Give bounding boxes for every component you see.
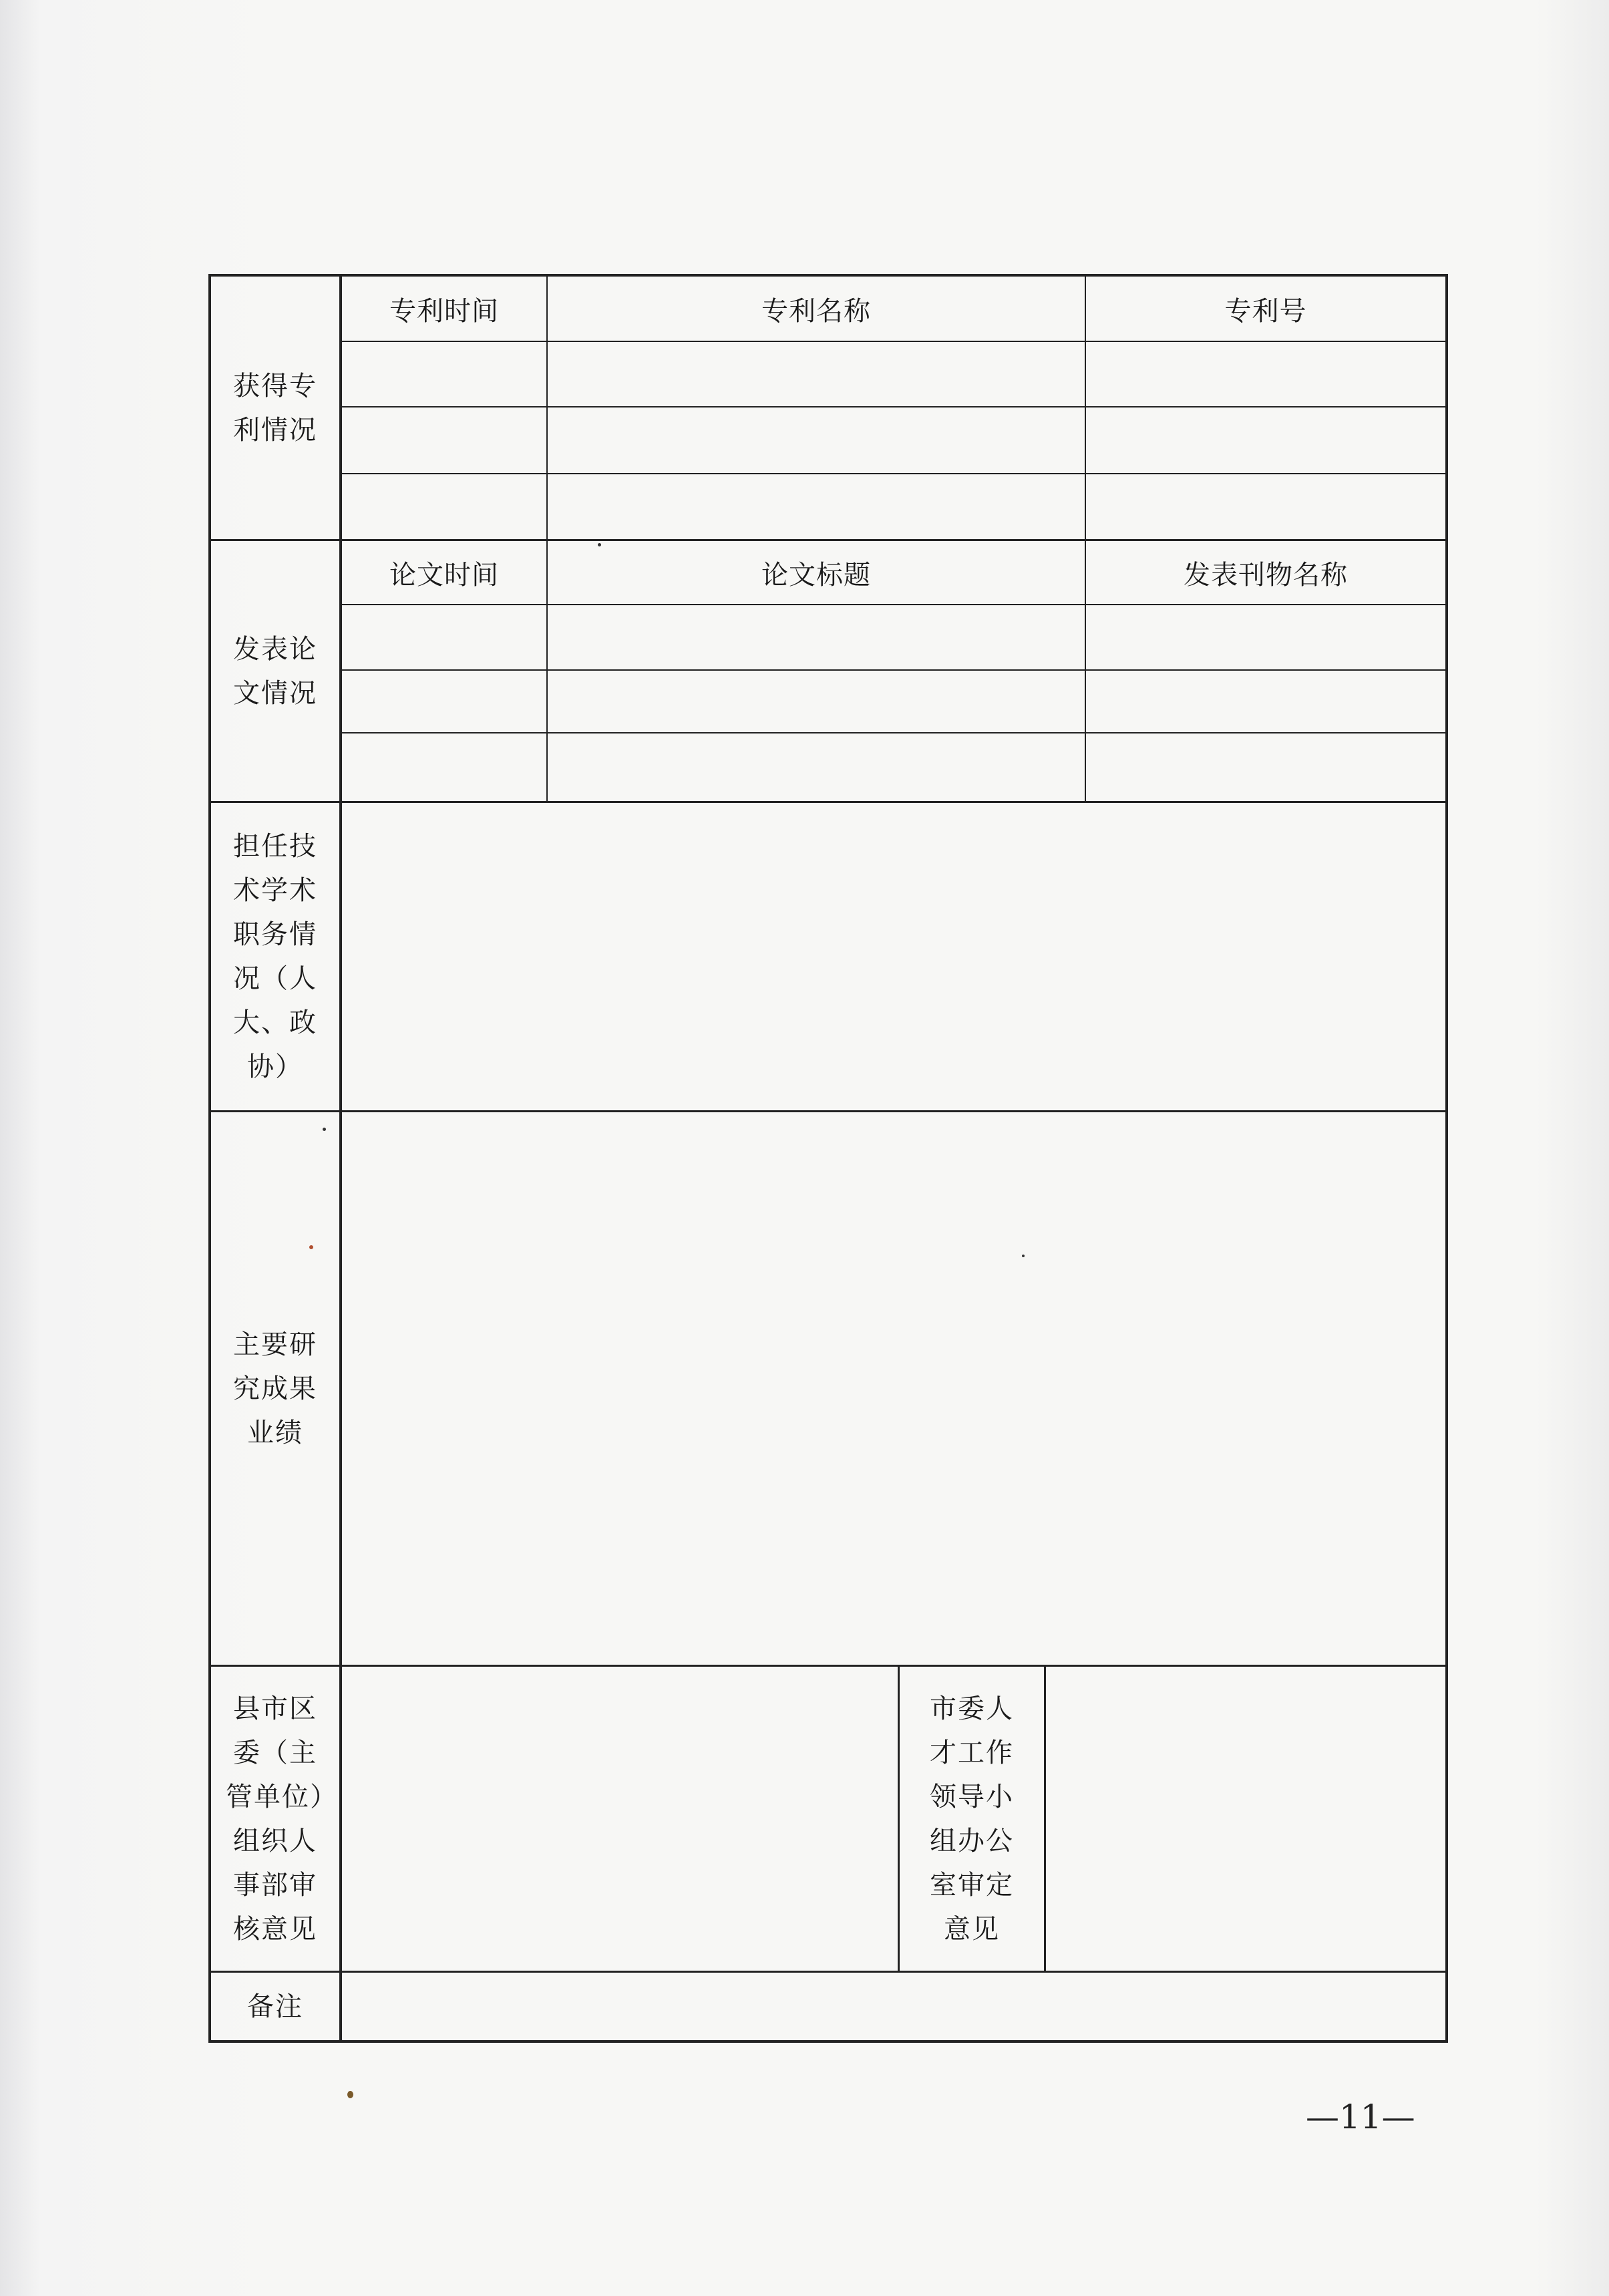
patents-row <box>342 407 1445 474</box>
papers-header-row <box>342 541 1445 605</box>
papers-cell[interactable] <box>342 605 548 669</box>
scan-speck <box>323 1128 326 1131</box>
papers-header-title: 论文标题 <box>548 541 1086 604</box>
remarks-field[interactable] <box>342 1973 1445 2041</box>
patents-cell[interactable] <box>548 342 1086 406</box>
patents-row <box>342 342 1445 407</box>
positions-field[interactable] <box>342 803 1445 1110</box>
papers-cell[interactable] <box>1086 605 1445 669</box>
city-review-field[interactable] <box>1046 1667 1445 1971</box>
papers-cell[interactable] <box>548 671 1086 732</box>
patents-cell[interactable] <box>548 407 1086 473</box>
patents-cell[interactable] <box>342 407 548 473</box>
achievements-field[interactable] <box>342 1112 1445 1665</box>
papers-cell[interactable] <box>548 605 1086 669</box>
patents-header-name: 专利名称 <box>548 277 1086 341</box>
page-number: —11— <box>1306 2098 1415 2136</box>
county-review-field[interactable] <box>342 1667 898 1971</box>
papers-cell[interactable] <box>342 671 548 732</box>
scan-speck <box>347 2091 353 2098</box>
patents-header-time: 专利时间 <box>342 277 548 341</box>
papers-cell[interactable] <box>342 733 548 801</box>
remarks-section <box>211 1973 1445 2041</box>
patents-cell[interactable] <box>1086 474 1445 539</box>
patents-cell[interactable] <box>548 474 1086 539</box>
positions-label: 担任技术学术职务情况（人大、政协） <box>211 803 342 1110</box>
patents-cell[interactable] <box>342 474 548 539</box>
patents-cell[interactable] <box>342 342 548 406</box>
remarks-label: 备注 <box>211 1973 342 2041</box>
patents-row <box>342 474 1445 539</box>
info-form-table <box>208 274 1448 2043</box>
papers-header-journal: 发表刊物名称 <box>1184 559 1348 591</box>
papers-row <box>342 733 1445 801</box>
papers-header-time: 论文时间 <box>342 541 548 604</box>
papers-cell[interactable] <box>548 733 1086 801</box>
patents-cell[interactable] <box>1086 407 1445 473</box>
papers-row <box>342 671 1445 733</box>
patents-grid <box>342 277 1445 539</box>
achievements-label: 主要研究成果业绩 <box>211 1112 342 1665</box>
papers-label: 发表论文情况 <box>211 541 342 801</box>
review-section <box>211 1667 1445 1973</box>
achievements-section <box>211 1112 1445 1667</box>
patents-section <box>211 277 1445 541</box>
patents-label: 获得专利情况 <box>211 277 342 539</box>
papers-grid <box>342 541 1445 801</box>
papers-cell[interactable] <box>1086 733 1445 801</box>
positions-section <box>211 803 1445 1112</box>
county-review-label: 县市区委（主管单位）组织人事部审核意见 <box>211 1667 342 1971</box>
scan-speck <box>598 543 601 546</box>
papers-row <box>342 605 1445 671</box>
patents-header-row <box>342 277 1445 342</box>
scan-speck <box>1022 1255 1025 1257</box>
scan-speck <box>309 1245 313 1249</box>
papers-cell[interactable] <box>1086 671 1445 732</box>
patents-cell[interactable] <box>1086 342 1445 406</box>
patents-header-number: 专利号 <box>1224 295 1307 327</box>
city-review-label: 市委人才工作领导小组办公室审定意见 <box>898 1667 1046 1971</box>
papers-section <box>211 541 1445 803</box>
